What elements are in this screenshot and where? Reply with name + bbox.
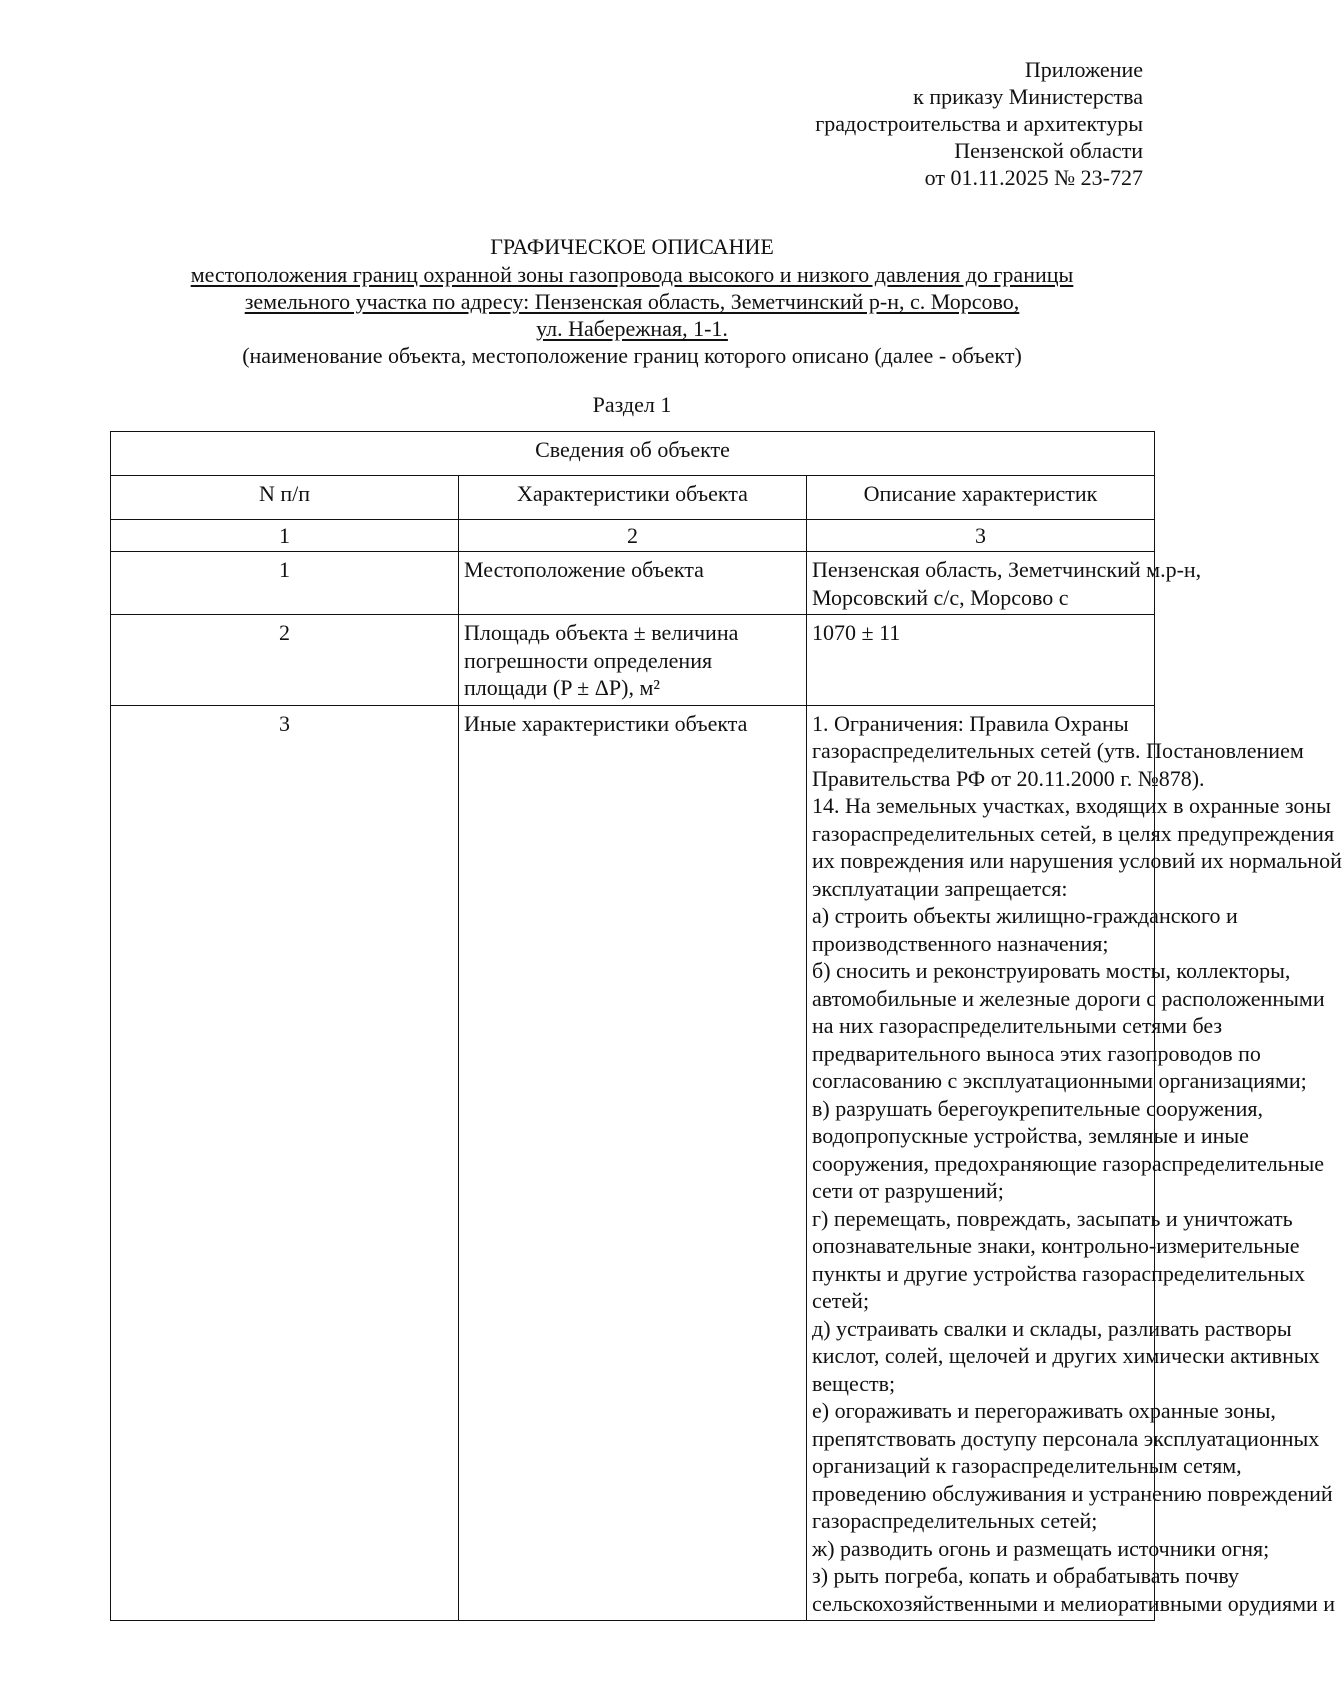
table-caption-row xyxy=(111,432,1155,476)
object-info-table xyxy=(110,431,1342,1621)
description-line: д) устраивать свалки и склады, разливать растворы xyxy=(812,1315,1292,1341)
document-title-block xyxy=(110,233,1154,369)
description-line: г) перемещать, повреждать, засыпать и уничтожать xyxy=(812,1205,1293,1231)
description-line: предварительного выноса этих газопроводов по xyxy=(812,1040,1261,1066)
description-line: пункты и другие устройства газораспределительных xyxy=(812,1260,1306,1286)
description-line: организаций к газораспределительным сетям, xyxy=(812,1453,1242,1478)
subtitle-note: (наименование объекта, местоположение границ которого описано (далее - объект) xyxy=(242,343,1022,368)
description-line: а) строить объекты жилищно-гражданского и xyxy=(812,903,1238,928)
table-caption: Сведения об объекте xyxy=(111,432,1155,476)
description-line: эксплуатации запрещается: xyxy=(812,875,1068,901)
description-line: кислот, солей, щелочей и других химически активных xyxy=(812,1343,1320,1368)
description-line: на них газораспределительными сетями без xyxy=(812,1013,1223,1038)
header-cell-characteristic: Характеристики объекта xyxy=(459,476,807,520)
description-line: е) огораживать и перегораживать охранные зоны, xyxy=(812,1398,1276,1423)
numbering-cell: 3 xyxy=(807,520,1155,552)
appendix-line: градостроительства и архитектуры xyxy=(815,111,1143,136)
appendix-line: к приказу Министерства xyxy=(913,84,1143,109)
description-cell xyxy=(807,705,1342,1621)
header-cell-description: Описание характеристик xyxy=(807,476,1155,520)
subtitle-line: земельного участка по адресу: Пензенская область, Земетчинский р-н, с. Морсово, xyxy=(244,289,1020,314)
appendix-header xyxy=(815,56,1143,191)
description-line: сети от разрушений; xyxy=(812,1178,1004,1203)
description-line: производственного назначения; xyxy=(812,930,1109,956)
description-line: согласованию с эксплуатационными организациями; xyxy=(812,1068,1307,1093)
description-line: газораспределительных сетей, в целях предупреждения xyxy=(812,820,1335,846)
table-header-row xyxy=(111,476,1155,520)
document-title: ГРАФИЧЕСКОЕ ОПИСАНИЕ xyxy=(490,234,774,259)
description-line: газораспределительных сетей; xyxy=(812,1508,1098,1533)
characteristic-cell xyxy=(459,615,807,706)
description-cell xyxy=(807,615,1155,706)
description-line: препятствовать доступу персонала эксплуатационных xyxy=(812,1425,1320,1451)
description-line: в) разрушать берегоукрепительные сооружения, xyxy=(812,1095,1263,1121)
description-line: сетей; xyxy=(812,1288,870,1313)
subtitle-line: местоположения границ охранной зоны газопровода высокого и низкого давления до границы xyxy=(190,262,1074,287)
row-number-cell: 2 xyxy=(111,615,459,706)
table-row xyxy=(111,705,1155,1621)
table-row xyxy=(111,552,1155,615)
table-row xyxy=(111,615,1155,706)
description-line: 1070 ± 11 xyxy=(812,620,901,645)
characteristic-cell xyxy=(459,705,807,1621)
appendix-line: Пензенской области xyxy=(954,138,1143,163)
table-numbering-row xyxy=(111,520,1155,552)
description-line: Правительства РФ от 20.11.2000 г. №878). xyxy=(812,765,1205,791)
row-number-cell: 1 xyxy=(111,552,459,615)
description-line: ж) разводить огонь и размещать источники огня; xyxy=(812,1535,1270,1561)
characteristic-line: Местоположение объекта xyxy=(464,557,704,582)
description-line: сельскохозяйственными и мелиоративными орудиями и xyxy=(812,1590,1336,1616)
description-line: газораспределительных сетей (утв. Постановлением xyxy=(812,738,1304,763)
characteristic-line: площади (P ± ΔP), м² xyxy=(464,675,660,700)
document-subtitle xyxy=(110,261,1154,342)
description-line: 1. Ограничения: Правила Охраны xyxy=(812,710,1129,736)
description-cell xyxy=(807,552,1202,615)
description-line: опознавательные знаки, контрольно-измерительные xyxy=(812,1233,1300,1258)
description-line: б) сносить и реконструировать мосты, коллекторы, xyxy=(812,958,1291,983)
characteristic-line: Площадь объекта ± величина xyxy=(464,620,739,645)
section-heading: Раздел 1 xyxy=(592,392,672,417)
description-line: Морсовский с/с, Морсово с xyxy=(812,584,1069,610)
description-line: з) рыть погреба, копать и обрабатывать почву xyxy=(812,1563,1240,1588)
description-line: водопропускные устройства, земляные и иные xyxy=(812,1123,1249,1148)
numbering-cell: 2 xyxy=(459,520,807,552)
table-body xyxy=(111,552,1342,1621)
description-line: сооружения, предохраняющие газораспределительные xyxy=(812,1150,1325,1176)
description-line: Пензенская область, Земетчинский м.р-н, xyxy=(812,557,1202,582)
characteristic-line: Иные характеристики объекта xyxy=(464,710,748,736)
description-line: проведению обслуживания и устранению повреждений xyxy=(812,1480,1333,1506)
description-line: 14. На земельных участках, входящих в охранные зоны xyxy=(812,793,1331,818)
characteristic-cell xyxy=(459,552,807,615)
row-number-cell: 3 xyxy=(111,705,459,1621)
description-line: автомобильные и железные дороги с расположенными xyxy=(812,985,1325,1011)
numbering-cell: 1 xyxy=(111,520,459,552)
subtitle-line: ул. Набережная, 1-1. xyxy=(536,316,728,341)
description-line: их повреждения или нарушения условий их нормальной xyxy=(812,848,1342,873)
appendix-line: от 01.11.2025 № 23-727 xyxy=(924,165,1143,190)
description-line: веществ; xyxy=(812,1370,896,1396)
appendix-line: Приложение xyxy=(1024,57,1143,82)
header-cell-number: N п/п xyxy=(111,476,459,520)
characteristic-line: погрешности определения xyxy=(464,647,713,673)
